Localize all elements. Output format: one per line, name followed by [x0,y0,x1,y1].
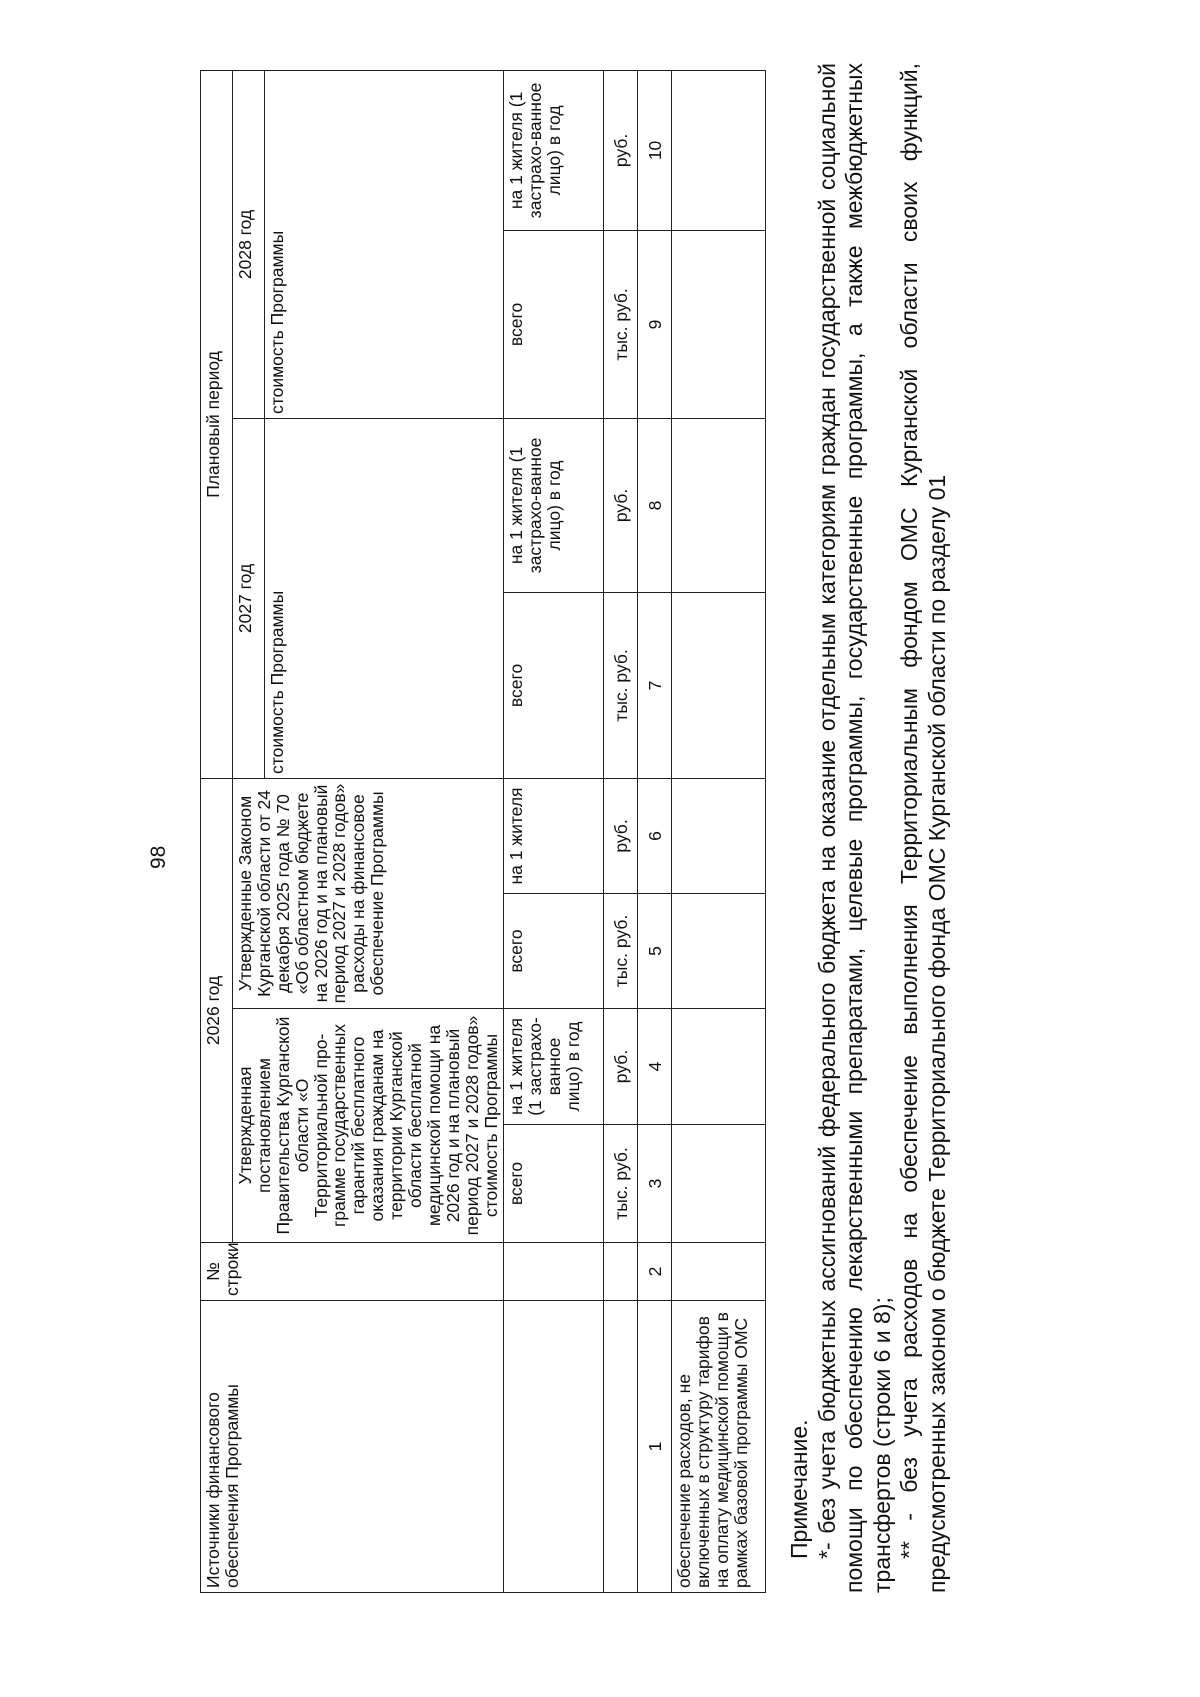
notes [786,63,952,1593]
header-cost-2027: стоимость Программы [265,418,504,778]
header-planned-period: Плановый период [201,70,233,778]
notes-title: Примечание. [786,1419,812,1559]
header-year-2026: 2026 год [201,778,233,1242]
header-total: всего [504,894,604,1009]
header-per-resident: на 1 жителя [504,778,604,893]
unit-cell: тыс. руб. [604,894,638,1009]
unit-cell: руб. [604,70,638,230]
unit-cell: руб. [604,778,638,893]
header-year-2028: 2028 год [233,70,265,418]
note-1: *- без учета бюджетных ассигнований федерального бюджета на оказание отдельным категориям граждан государственной социальной помощи по обеспечению лекарственными препаратами, целевые программы, государственные программы, а также межбюджетных трансфертов (строки 6 и 8); [813,63,895,1593]
blank-cell [604,1243,638,1301]
header-total: всего [504,592,604,778]
col-number: 5 [638,894,672,1009]
col-number: 1 [638,1301,672,1593]
blank-cell [672,1243,766,1301]
col-number: 8 [638,418,672,592]
header-per-insured: на 1 жителя (1 застрахо-ванное лицо) в год [504,418,604,592]
blank-cell [672,418,766,592]
header-total: всего [504,230,604,418]
col-number: 9 [638,230,672,418]
blank-cell [672,1125,766,1243]
unit-cell: тыс. руб. [604,592,638,778]
col-number: 7 [638,592,672,778]
blank-cell [504,1301,604,1593]
financing-table [200,70,766,1593]
page-number: 98 [147,845,170,869]
blank-cell [672,230,766,418]
header-cost-2028: стоимость Программы [265,70,504,418]
unit-cell: руб. [604,418,638,592]
header-total: всего [504,1125,604,1243]
blank-cell [672,778,766,893]
header-per-insured: на 1 жителя (1 застрахо-ванное лицо) в год [504,70,604,230]
blank-cell [672,894,766,1009]
header-approved-gov: Утвержденная постановлением Правительства Курганской области «О Территориальной про-грамме государственных гарантий бесплатного оказания гражданам на территории Курганской области бесплатной медицинской помощи на 2026 год и на плановый период 2027 и 2028 годов» стоимость Программы [233,1009,504,1243]
blank-cell [504,1243,604,1301]
blank-cell [672,592,766,778]
blank-cell [672,1009,766,1125]
header-year-2027: 2027 год [233,418,265,778]
note-2: ** - без учета расходов на обеспечение выполнения Территориальным фондом ОМС Курганской области своих функций, предусмотренных законом о бюджете Территориального фонда ОМС Курганской области по разделу 01 [896,63,950,1593]
unit-cell: тыс. руб. [604,230,638,418]
blank-cell [604,1301,638,1593]
row-text: обеспечение расходов, не включенных в структуру тарифов на оплату медицинской помощи в рамках базовой программы ОМС [672,1301,766,1593]
unit-cell: руб. [604,1009,638,1125]
col-number: 3 [638,1125,672,1243]
blank-cell [672,70,766,230]
header-approved-law: Утвержденные Законом Курганской области от 24 декабря 2025 года № 70 «Об областном бюджете на 2026 год и на плановый период 2027 и 2028 годов» расходы на финансовое обеспечение Программы [233,778,504,1008]
col-number: 6 [638,778,672,893]
unit-cell: тыс. руб. [604,1125,638,1243]
col-number: 2 [638,1243,672,1301]
header-per-insured: на 1 жителя (1 застрахо-ванное лицо) в год [504,1009,604,1125]
header-source: Источники финансового обеспечения Программы [201,1301,504,1593]
header-row-no: № строки [201,1243,504,1301]
col-number: 4 [638,1009,672,1125]
col-number: 10 [638,70,672,230]
